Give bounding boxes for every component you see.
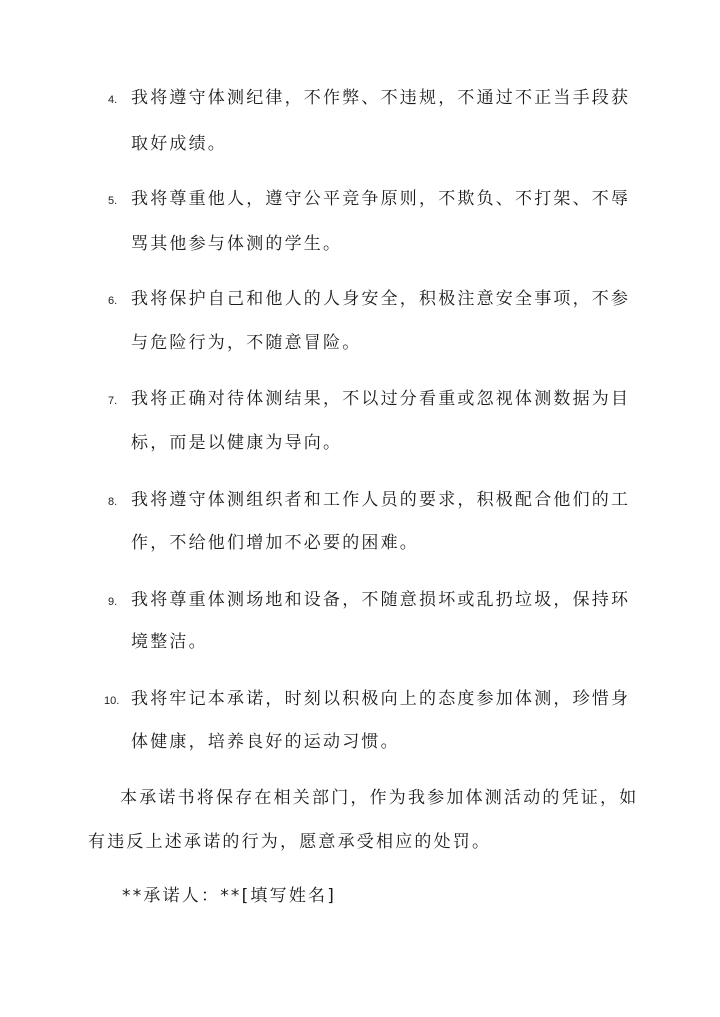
item-number: 4. (108, 94, 118, 106)
closing-line: 本承诺书将保存在相关部门，作为我参加体测活动的凭证，如 (120, 788, 639, 808)
item-text-line: 我将正确对待体测结果，不以过分看重或忽视体测数据为目 (131, 389, 631, 409)
item-number: 5. (108, 195, 118, 207)
item-text-line: 与危险行为，不随意冒险。 (131, 333, 362, 353)
item-text-line: 取好成绩。 (131, 134, 227, 154)
item-text-line: 我将尊重他人，遵守公平竞争原则，不欺负、不打架、不辱 (131, 189, 631, 209)
item-text-line: 作，不给他们增加不必要的困难。 (131, 533, 419, 553)
closing-line: 有违反上述承诺的行为，愿意承受相应的处罚。 (88, 832, 492, 852)
item-text-line: 体健康，培养良好的运动习惯。 (131, 732, 400, 752)
item-text-line: 境整洁。 (131, 632, 208, 652)
signature-line: **承诺人：**[填写姓名] (122, 886, 337, 906)
item-text-line: 标，而是以健康为导向。 (131, 433, 343, 453)
item-text-line: 骂其他参与体测的学生。 (131, 234, 343, 254)
item-number: 6. (108, 295, 118, 307)
item-text-line: 我将保护自己和他人的人身安全，积极注意安全事项，不参 (131, 289, 631, 309)
item-text-line: 我将遵守体测组织者和工作人员的要求，积极配合他们的工 (131, 490, 631, 510)
item-number: 10. (104, 695, 120, 707)
item-number: 9. (108, 596, 118, 608)
item-number: 7. (108, 395, 118, 407)
item-text-line: 我将牢记本承诺，时刻以积极向上的态度参加体测，珍惜身 (131, 689, 631, 709)
item-number: 8. (108, 496, 118, 508)
item-text-line: 我将尊重体测场地和设备，不随意损坏或乱扔垃圾，保持环 (131, 590, 631, 610)
item-text-line: 我将遵守体测纪律，不作弊、不违规，不通过不正当手段获 (131, 88, 631, 108)
